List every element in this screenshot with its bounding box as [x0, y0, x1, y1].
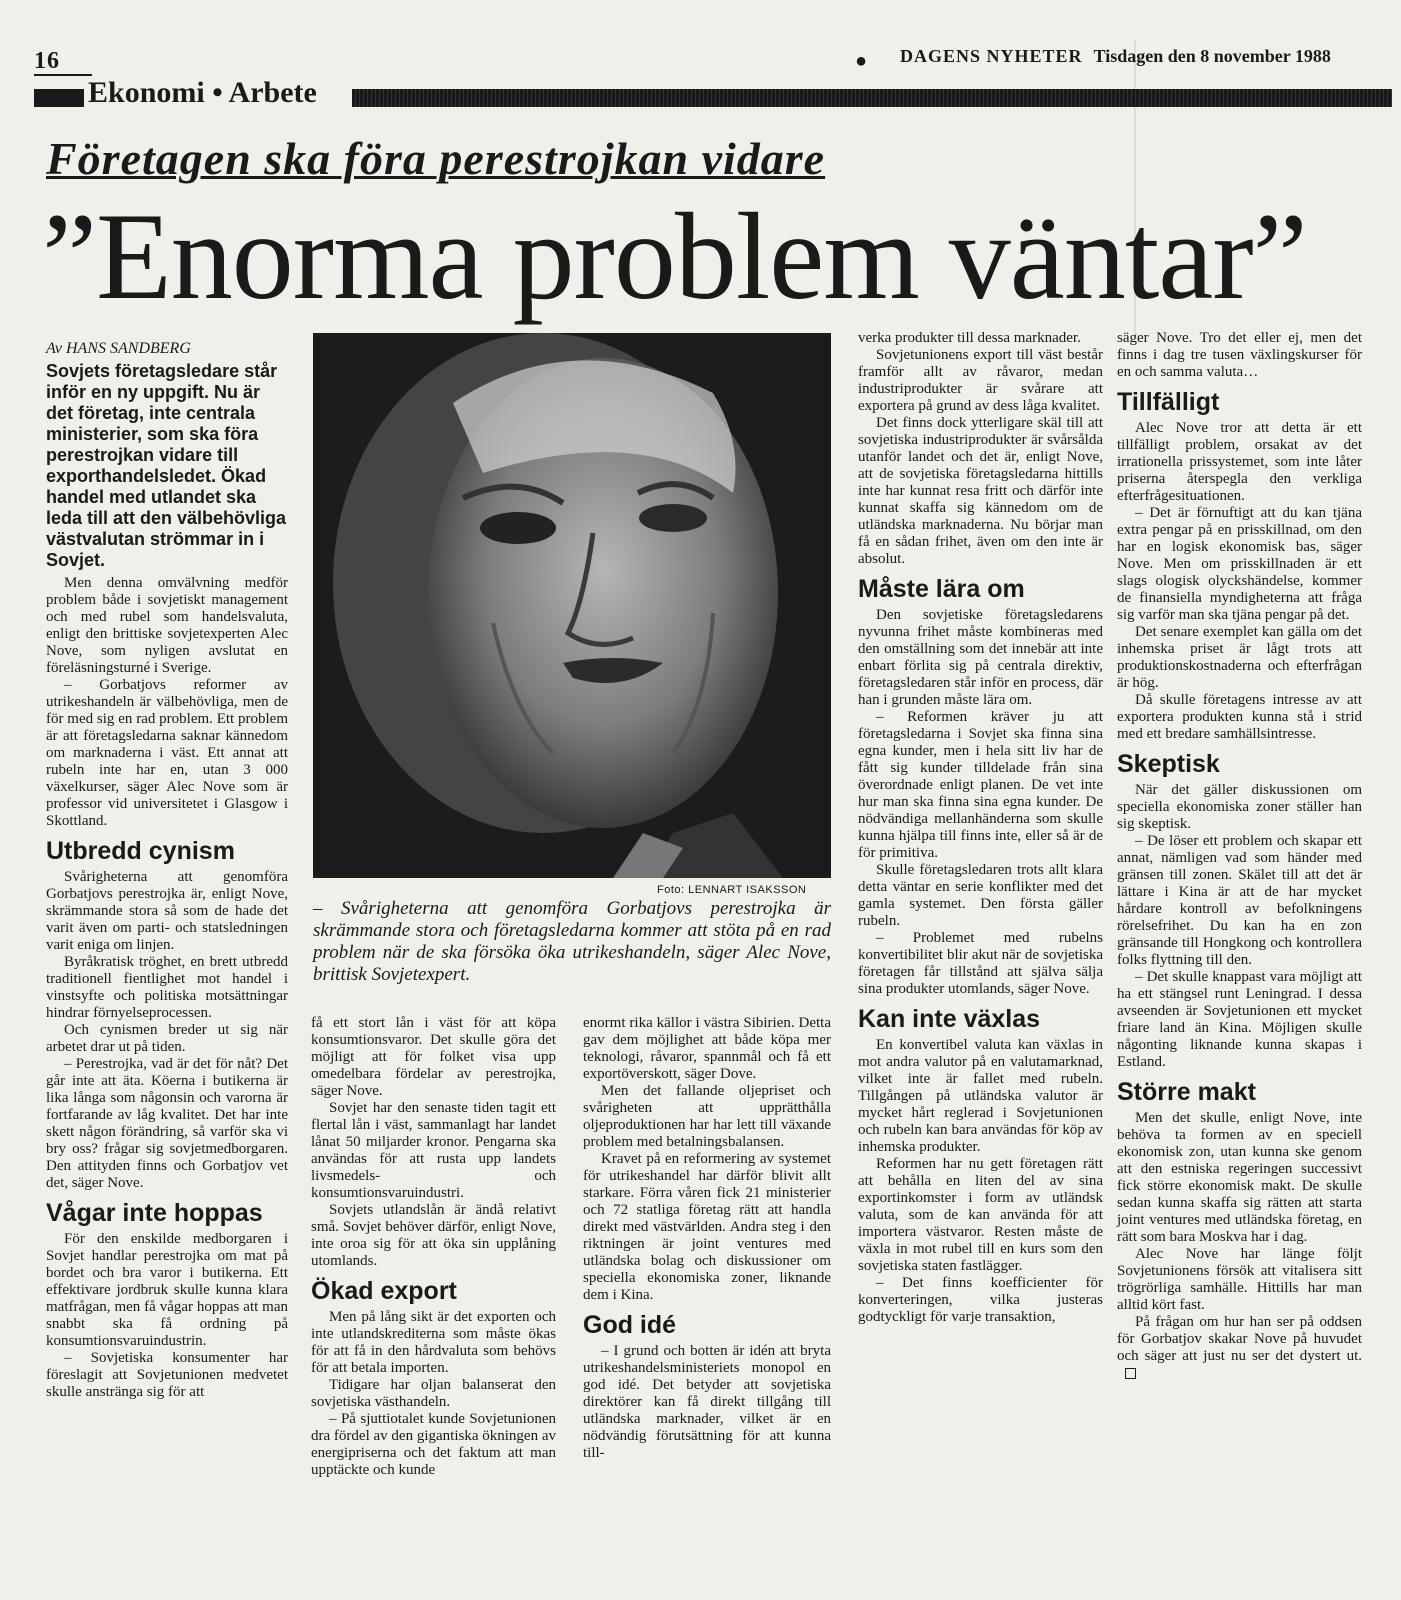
bullet-dot: ● — [855, 50, 868, 72]
paragraph: Skulle företagsledaren trots allt klara detta väntar en serie konflikter med det gamla systemet. Den första gäller rubeln. — [858, 862, 1103, 929]
paragraph: – Reformen kräver ju att företagsledarna i Sovjet ska finna sina egna kunder, men i hela sitt liv har de fått sig kunder tilldelade från sina överordnade enligt planen. De vet inte hur man ska finna sina egna kunder. De nödvändiga mellanhänderna som skulle kunna hjälpa till finns inte, eller så är de för primitiva. — [858, 709, 1103, 861]
article-column-5 — [858, 330, 1103, 1326]
paragraph: Det finns dock ytterligare skäl till att sovjetiska industriprodukter är svårsålda utanför landet och det är, enligt Nove, att de sovjetiska företagsledarna hittills inte har kunnat resa fritt och därför inte kunnat skaffa sig kännedom om de utländska marknaderna. Nu börjar man få en sådan frihet, även om den inte är absolut. — [858, 415, 1103, 567]
paragraph: – Det skulle knappast vara möjligt att ha ett stängsel runt Leningrad. I dessa avseenden är Sovjetunionen ett mycket friare land än Kina. Möjligen skulle någonting liknande kunna skapas i Estland. — [1117, 969, 1362, 1070]
paragraph: – På sjuttiotalet kunde Sovjetunionen dra fördel av den gigantiska ökningen av energipriserna och det faktum att man upptäckte och kunde — [311, 1411, 556, 1478]
paragraph: – Gorbatjovs reformer av utrikeshandeln är välbehövliga, men de för med sig en rad problem. Ett problem är att företagsledarna saknar kännedom om marknaderna i väst. Ett annat att rubeln inte har en, utan 3 000 växelkurser, säger Alec Nove som är professor vid universitetet i Glasgow i Skottland. — [46, 677, 288, 829]
paragraph: Tidigare har oljan balanserat den sovjetiska västhandeln. — [311, 1377, 556, 1410]
paragraph: – Det är förnuftigt att du kan tjäna extra pengar på en prisskillnad, om den har en logisk ekonomisk bas, säger Nove. Men om prisskillnaden är ett slags ologisk olyckshändelse, kommer de finansiella myndigheterna att fråga sig varför man ska tjäna pengar på det. — [1117, 505, 1362, 623]
paragraph: Byråkratisk tröghet, en brett utbredd traditionell fientlighet mot handel i vinstsyfte och politiska motsättningar hindrar förnyelseprocessen. — [46, 954, 288, 1021]
paragraph: Kravet på en reformering av systemet för utrikeshandel har därför blivit allt starkare. Förra våren fick 21 ministerier och 72 statliga företag rätt att handla direkt med västvärlden. Andra steg i den riktningen är joint ventures med utländska bolag och diskussioner om speciella ekonomiska zoner, liknande dem i Kina. — [583, 1151, 831, 1303]
paragraph: Den sovjetiske företagsledarens nyvunna frihet måste kombineras med den omställning som det innebär att inte enbart förlita sig på centrala direktiv, företagsledaren står inför en process, där han i grunden måste lära om. — [858, 607, 1103, 708]
subheading-okad-export: Ökad export — [311, 1277, 457, 1305]
paragraph: Och cynismen breder ut sig när arbetet drar ut på tiden. — [46, 1022, 288, 1055]
subheading-skeptisk: Skeptisk — [1117, 750, 1220, 778]
subheading-utbredd-cynism: Utbredd cynism — [46, 837, 235, 865]
issue-date: Tisdagen den 8 november 1988 — [1093, 46, 1331, 66]
paragraph: enormt rika källor i västra Sibirien. Detta gav dem möjlighet att både köpa mer teknologi, råvaror, spannmål och få ett exportöverskott, säger Dove. — [583, 1015, 831, 1082]
paragraph: När det gäller diskussionen om speciella ekonomiska zoner ställer han sig skeptisk. — [1117, 782, 1362, 832]
paragraph: Reformen har nu gett företagen rätt att behålla en liten del av sina exportinkomster i form av utländsk valuta, som de kan använda för att importera västvaror. Resten måste de växla in mot rubel till en kurs som den sovjetiska staten fastlägger. — [858, 1156, 1103, 1274]
end-mark-icon — [1125, 1368, 1136, 1379]
paragraph: Sovjets utlandslån är ändå relativt små. Sovjet behöver därför, enligt Nove, inte oroa sig för att öka sin upplåning utomlands. — [311, 1202, 556, 1269]
paragraph: Då skulle företagens intresse av att exportera produkten kunna stå i strid med ett bredare samhällsintresse. — [1117, 692, 1362, 742]
paragraph: Alec Nove har länge följt Sovjetunionens försök att vitalisera sitt trögrörliga samhälle. Hittills har man alltid kört fast. — [1117, 1246, 1362, 1313]
article-column-6 — [1117, 330, 1362, 1382]
paragraph: För den enskilde medborgaren i Sovjet handlar perestrojka om mat på bordet och bra varor i butikerna. Ett effektivare jordbruk skulle kunna klara matfrågan, men få vågar hoppas att man snabbt ska få ordning på konsumtionsvaruindustrin. — [46, 1231, 288, 1349]
subheading-storre-makt: Större makt — [1117, 1078, 1256, 1106]
section-bar-right — [352, 89, 1392, 107]
subheading-tillfalligt: Tillfälligt — [1117, 388, 1220, 416]
article-column-3 — [311, 1015, 556, 1479]
page-number: 16 — [34, 48, 60, 74]
section-label: Ekonomi • Arbete — [88, 76, 317, 109]
main-headline: ”Enorma problem väntar” — [42, 188, 1307, 325]
paragraph: – De löser ett problem och skapar ett annat, nämligen vad som händer med gränsen till zonen. Skälet till att det är lättare i Kina är att de har mycket hårdare kontroll av befolkningens rörelsefrihet. Du kan ha en zon gränsande till Hongkong och kontrollera folks flyttning till den. — [1117, 833, 1362, 968]
paragraph: Men det fallande oljepriset och svårigheten att upprätthålla oljeproduktionen har har lett till växande problem med betalningsbalansen. — [583, 1083, 831, 1150]
subheading-maste-lara-om: Måste lära om — [858, 575, 1025, 603]
paragraph: – Problemet med rubelns konvertibilitet blir akut när de sovjetiska företagen får tillstånd att själva sälja sina produkter utomlands, säger Nove. — [858, 930, 1103, 997]
section-bar-left — [34, 89, 84, 107]
ingress: Sovjets företagsledare står inför en ny uppgift. Nu är det företag, inte centrala ministerier, som ska föra perestrojkan vidare till exporthandelsledet. Ökad handel med utlandet ska leda till att den välbehövliga västvalutan strömmar in i Sovjet. — [46, 361, 287, 570]
masthead-line — [900, 46, 1331, 67]
paragraph: – Sovjetiska konsumenter har föreslagit att Sovjetunionen medvetet skulle anstränga sig för att — [46, 1350, 288, 1400]
photo-credit: Foto: LENNART ISAKSSON — [657, 884, 807, 896]
byline: Av HANS SANDBERG — [46, 340, 191, 357]
paragraph: Sovjet har den senaste tiden tagit ett flertal lån i väst, sammanlagt har landet lånat 50 miljarder kronor. Pengarna ska användas för att rusta upp landets livsmedels- och konsumtionsvaruindustri. — [311, 1100, 556, 1201]
paragraph: Alec Nove tror att detta är ett tillfälligt problem, orsakat av det irrationella prissystemet, som inte låter priserna återspegla den verkliga efterfrågesituationen. — [1117, 420, 1362, 504]
article-column-1 — [46, 340, 288, 1401]
paragraph: Men på lång sikt är det exporten och inte utlandskrediterna som måste ökas för att få in den hårdvaluta som behövs för att betala importen. — [311, 1309, 556, 1376]
kicker-headline: Företagen ska föra perestrojkan vidare — [46, 133, 826, 184]
paragraph: Men denna omvälvning medför problem både i sovjetiskt management och med rubel som handelsvaluta, enligt den brittiske sovjetexperten Alec Nove, som nyligen avslutat en föreläsningsturné i Sverige. — [46, 575, 288, 676]
paper-name: DAGENS NYHETER — [900, 46, 1083, 66]
paragraph: få ett stort lån i väst för att köpa konsumtionsvaror. Det skulle göra det möjligt att för folket visa upp omedelbara fördelar av perestrojka, säger Nove. — [311, 1015, 556, 1099]
closing-text: På frågan om hur han ser på oddsen för Gorbatjov skakar Nove på huvudet och säger att just nu ser det dystert ut. — [1117, 1314, 1362, 1364]
paragraph: – I grund och botten är idén att bryta utrikeshandelsministeriets monopol en god idé. Det betyder att sovjetiska direktörer kan få direkt tillgång till utländska marknader, vilket är en nödvändig förutsättning för att kunna till- — [583, 1343, 831, 1461]
page-number-rule — [34, 74, 92, 76]
photo-caption: – Svårigheterna att genomföra Gorbatjovs perestrojka är skrämmande stora och företagsledarna kommer att stöta på en rad problem när de ska försöka öka utrikeshandeln, säger Alec Nove, brittisk Sovjetexpert. — [313, 898, 831, 985]
article-column-4 — [583, 1015, 831, 1462]
paragraph: säger Nove. Tro det eller ej, men det finns i dag tre tusen växlingskurser för en och samma valuta… — [1117, 330, 1362, 380]
paragraph: – Perestrojka, vad är det för nåt? Det går inte att äta. Köerna i butikerna är lika långa som någonsin och varorna är fortfarande av låg kvalitet. Det har inte skett någon förändring, så varför ska vi bry oss? frågar sig sovjetmedborgaren. Den attityden finns och Gorbatjov vet det, säger Nove. — [46, 1056, 288, 1191]
paragraph: verka produkter till dessa marknader. — [858, 330, 1081, 346]
portrait-photo — [313, 333, 831, 878]
paragraph: – Det finns koefficienter för konverteringen, vilka justeras godtyckligt för varje transaktion, — [858, 1275, 1103, 1325]
subheading-vagar-inte-hoppas: Vågar inte hoppas — [46, 1199, 263, 1227]
paragraph: Sovjetunionens export till väst består framför allt av råvaror, medan industriprodukter är svårare att exportera på grund av dess låga kvalitet. — [858, 347, 1103, 414]
paragraph: Men det skulle, enligt Nove, inte behöva ta formen av en speciell ekonomisk zon, utan kunna ske genom att den estniska regeringen successivt fick större ekonomisk makt. De skulle sedan kunna skaffa sig rätten att starta joint ventures med utländska företag, en rätt som bara Moskva har i dag. — [1117, 1110, 1362, 1245]
paragraph: Det senare exemplet kan gälla om det inhemska priset är lågt trots att produktionskostnaderna och efterfrågan är hög. — [1117, 624, 1362, 691]
paragraph: Svårigheterna att genomföra Gorbatjovs perestrojka är, enligt Nove, skrämmande stora så som de hade det varit även om parti- och statsledningen varit eniga om linjen. — [46, 869, 288, 953]
paragraph: En konvertibel valuta kan växlas in mot andra valutor på en valutamarknad, vilket inte är fallet med rubeln. Tillgången på utländska valutor är mycket hårt reglerad i Sovjetunionen och rubeln kan bara användas för köp av inhemska produkter. — [858, 1037, 1103, 1155]
subheading-kan-inte-vaxlas: Kan inte växlas — [858, 1005, 1041, 1033]
portrait-illustration — [313, 333, 831, 878]
subheading-god-ide: God idé — [583, 1311, 677, 1339]
paragraph-last — [1117, 1314, 1362, 1382]
